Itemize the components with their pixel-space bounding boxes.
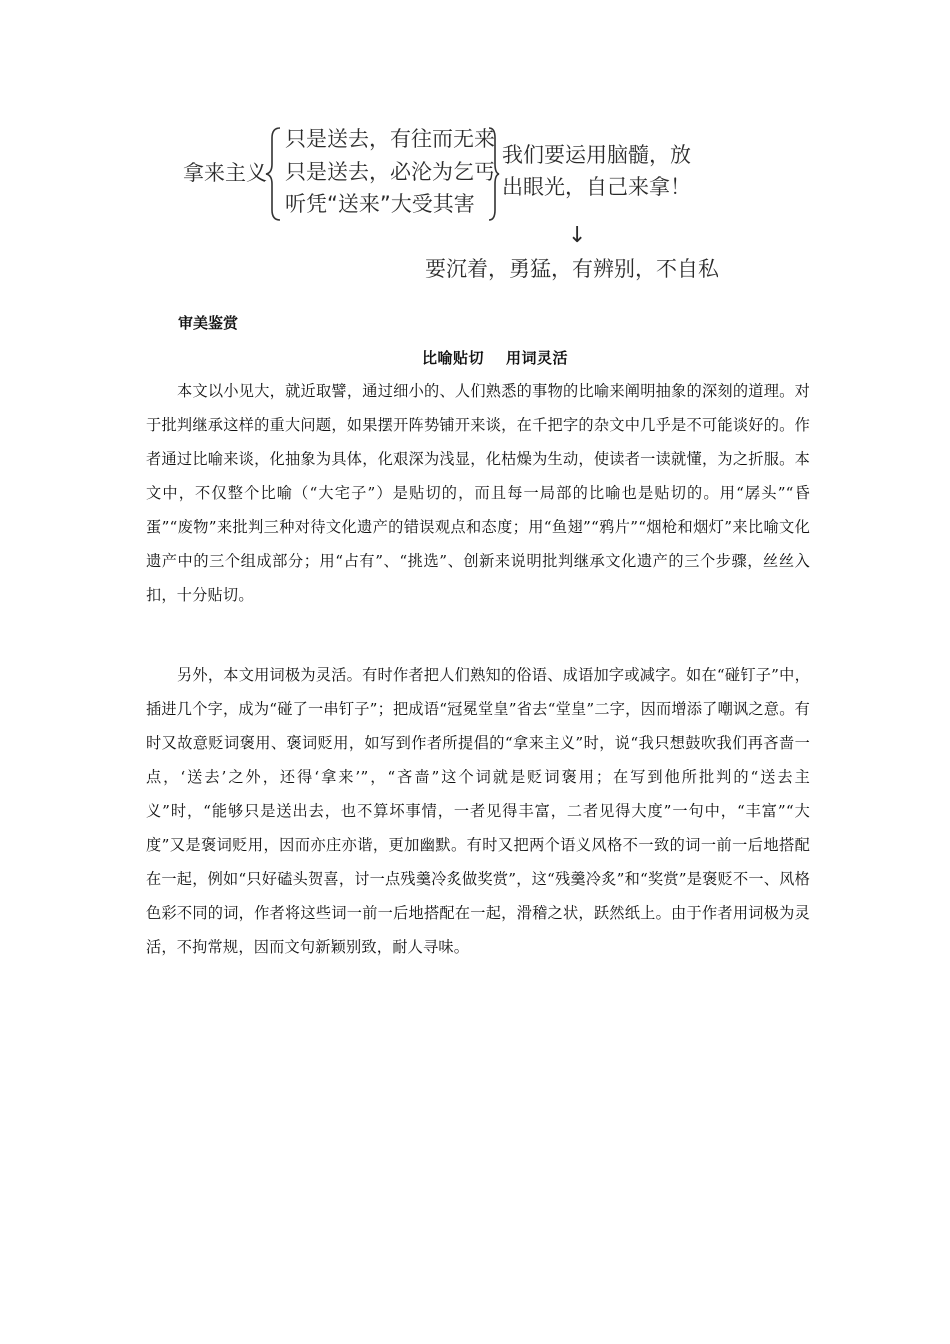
diagram-result: 要沉着，勇猛，有辨别，不自私 xyxy=(425,257,719,281)
left-brace-icon xyxy=(264,126,284,222)
right-brace-icon xyxy=(487,126,501,222)
branch-3: 听凭“送来”大受其害 xyxy=(285,192,475,216)
section-subtitle xyxy=(0,347,950,368)
conclusion-line-2: 出眼光，自己来拿！ xyxy=(502,175,691,199)
diagram-root: 拿来主义 xyxy=(183,161,267,185)
conclusion-line-1: 我们要运用脑髓，放 xyxy=(502,143,691,167)
subtitle-part-2: 用词灵活 xyxy=(506,349,569,367)
subtitle-part-1: 比喻贴切 xyxy=(421,349,484,367)
paragraph-1: 本文以小见大，就近取譬，通过细小的、人们熟悉的事物的比喻来阐明抽象的深刻的道理。对于批判继承这样的重大问题，如果摆开阵势铺开来谈，在千把字的杂文中几乎是不可能谈好的。作者通过比喻来谈，化抽象为具体，化艰深为浅显，化枯燥为生动，使读者一读就懂，为之折服。本文中，不仅整个比喻（“大宅子”）是贴切的，而且每一局部的比喻也是贴切的。用“孱头”“昏蛋”“废物”来批判三种对待文化遗产的错误观点和态度；用“鱼翅”“鸦片”“烟枪和烟灯”来比喻文化遗产中的三个组成部分；用“占有”、“挑选”、创新来说明批判继承文化遗产的三个步骤，丝丝入扣，十分贴切。 xyxy=(146,382,810,604)
paragraph-2: 另外，本文用词极为灵活。有时作者把人们熟知的俗语、成语加字或减字。如在“碰钉子”中，插进几个字，成为“碰了一串钉子”；把成语“冠冕堂皇”省去“堂皇”二字，因而增添了嘲讽之意。有时又故意贬词褒用、褒词贬用，如写到作者所提倡的“拿来主义”时，说“我只想鼓吹我们再吝啬一点，‘送去’之外，还得‘拿来’”，“吝啬”这个词就是贬词褒用；在写到他所批判的“送去主义”时，“能够只是送出去，也不算坏事情，一者见得丰富，二者见得大度”一句中，“丰富”“大度”又是褒词贬用，因而亦庄亦谐，更加幽默。有时又把两个语义风格不一致的词一前一后地搭配在一起，例如“只好磕头贺喜，讨一点残羹冷炙做奖赏”，这“残羹冷炙”和“奖赏”是褒贬不一、风格色彩不同的词，作者将这些词一前一后地搭配在一起，滑稽之状，跃然纸上。由于作者用词极为灵活，不拘常规，因而文句新颖别致，耐人寻味。 xyxy=(146,666,810,956)
branch-1: 只是送去，有往而无来 xyxy=(285,127,495,151)
section-label: 审美鉴赏 xyxy=(178,314,239,332)
branch-2: 只是送去，必沦为乞丐 xyxy=(285,160,495,184)
down-arrow-icon: ↓ xyxy=(568,223,587,248)
concept-diagram xyxy=(0,0,950,300)
